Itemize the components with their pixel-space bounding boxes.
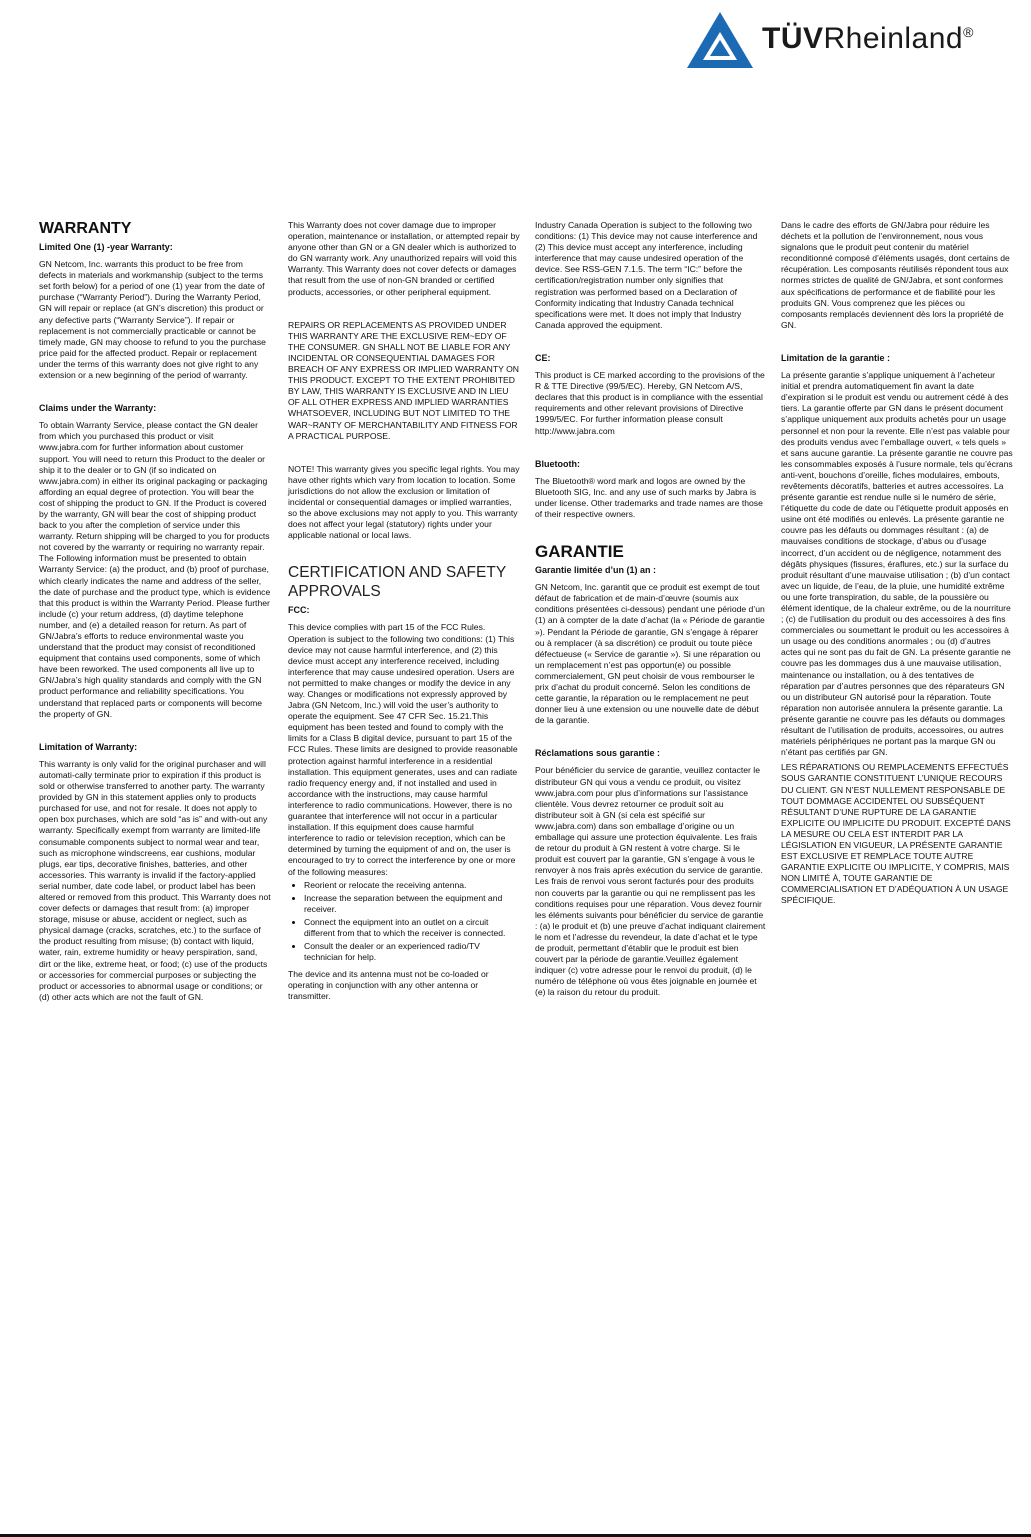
reclamations-title: Réclamations sous garantie : <box>535 748 661 759</box>
ce-paragraph: This product is CE marked according to the provisions of the R & TTE Directive (99/5/EC). Hereby, GN Netcom A/S, declares that this product is in compliance with the essential requirements and other relevant provisions of Directive 1999/5/EC. For further information please consult http://www.jabra.com <box>535 370 765 436</box>
warranty-exclusions-paragraph: This Warranty does not cover damage due to improper operation, maintenance or installation, or attempted repair by anyone other than GN or a GN dealer which is authorized to do GN warranty work. Any unauthorized repairs will void this Warranty. This Warranty does not cover defects or damages that result from the use of non-GN branded or certified products, accessories, or other peripheral equipment. <box>288 220 520 297</box>
warranty-subtitle: Limited One (1) -year Warranty: <box>39 242 173 252</box>
warranty-caps-paragraph: REPAIRS OR REPLACEMENTS AS PROVIDED UNDER THIS WARRANTY ARE THE EXCLUSIVE REM~EDY OF THE CONSUMER. GN SHALL NOT BE LIABLE FOR ANY INCIDENTAL OR CONSEQUENTIAL DAMAGES FOR BREACH OF ANY EXPRESS OR IMPLIED WARRANTY ON THIS PRODUCT. EXCEPT TO THE EXTENT PROHIBITED BY LAW, THIS WARRANTY IS EXCLUSIVE AND IN LIEU OF ALL OTHER EXPRESS AND IMPLIED WARRANTIES WHATSOEVER, INCLUDING BUT NOT LIMITED TO THE WAR~RANTY OF MERCHANTABILITY AND FITNESS FOR A PRACTICAL PURPOSE. <box>288 319 519 441</box>
garantie-paragraph: GN Netcom, Inc. garantit que ce produit est exempt de tout défaut de fabrication et de main-d’œuvre (soumis aux conditions présentées ci-dessous) pendant une période d’un (1) an à compter de la date d’achat (la « Période de garantie »). Pendant la Période de garantie, GN s’engage à réparer ou à remplacer (à sa discrétion) ce produit ou toute pièce défectueuse (« Service de garantie »). Si une réparation ou un remplacement n’est pas opportun(e) ou possible commercialement, GN peut choisir de vous rembourser le prix d’achat du produit concerné. Selon les conditions de cette garantie, la réparation ou le remplacement ne peut donner lieu à une extension ou une nouvelle date de début de la garantie. <box>535 582 765 726</box>
list-item: • Consult the dealer or an experienced radio/TV technician for help. <box>304 941 520 963</box>
reclamations-paragraph: Pour bénéficier du service de garantie, veuillez contacter le distributeur GN qui vous a vendu ce produit, ou visitez www.jabra.com pour plus d’informations sur l’assistance clientèle. Vous devrez retourner ce produit soit au distributeur soit à GN (si cela est spécifié sur www.jabra.com) dans son emballage d’origine ou un emballage qui assure une protection équivalente. Les frais de retour du produit à GN restent à votre charge. Si le produit est couvert par la garantie, GN s’engage à vous le renvoyer à nos frais après exécution du service de garantie. Les frais de renvoi vous seront facturés pour des produits non couverts par la garantie ou qui ne remplissent pas les conditions requises pour une réparation. Vous devez fournir les éléments suivants pour bénéficier du service de garantie : (a) le produit et (b) une preuve d’achat indiquant clairement le nom et l’adresse du revendeur, la date d’achat et le type de produit, permettant d’établir que le produit est bien couvert par la période de garantie.Veuillez également indiquer (c) votre adresse pour le renvoi du produit, (d) le numéro de téléphone où vous êtes joignable en journée et (e) la raison du retour du produit. <box>535 765 766 998</box>
limitation-paragraph: This warranty is only valid for the original purchaser and will automati-cally terminate prior to expiration if this product is sold or otherwise transferred to another party. The warranty provided by GN in this statement applies only to products purchased for use, and not for resale. It does not apply to open box purchases, which are sold “as is” and with-out any warranty. Specifically exempt from warranty are limited-life consumable components subject to normal wear and tear, such as microphone windscreens, ear cushions, modular plugs, ear tips, decorative finishes, batteries, and other accessories. This warranty is invalid if the factory-applied serial number, date code label, or product label has been altered or removed from this product. This Warranty does not cover defects or damages that result from: (a) improper storage, misuse or abuse, accident or neglect, such as physical damage (cracks, scratches, etc.) to the surface of the product resulting from misuse; (b) contact with liquid, water, rain, extreme humidity or heavy perspiration, sand, dirt or the like, extreme heat, or food; (c) use of the products or accessories for commercial purposes or subjecting the product or accessories to abnormal usage or conditions; or (d) other acts which are not the fault of GN. <box>39 758 271 1002</box>
garantie-caps-paragraph: LES RÉPARATIONS OU REMPLACEMENTS EFFECTUÉS SOUS GARANTIE CONSTITUENT L’UNIQUE RECOURS DU CLIENT. GN N’EST NULLEMENT RESPONSABLE DE TOUT DOMMAGE ACCIDENTEL OU SUBSÉQUENT RÉSULTANT D’UNE RUPTURE DE LA GARANTIE EXPLICITE OU IMPLICITE DU PRODUIT. EXCEPTÉ DANS LA MESURE OU CELA EST INTERDIT PAR LA LÉGISLATION EN VIGUEUR, LA PRÉSENTE GARANTIE EST EXCLUSIVE ET REMPLACE TOUTE AUTRE GARANTIE EXPLICITE OU IMPLICITE, Y COMPRIS, MAIS NON LIMITÉ À, TOUTE GARANTIE DE COMMERCIALISATION ET D’ADÉQUATION À UN USAGE SPÉCIFIQUE. <box>781 762 1011 906</box>
column-2 <box>288 220 520 1013</box>
ce-title: CE: <box>535 352 551 363</box>
fcc-title: FCC: <box>288 605 310 616</box>
list-item: • Connect the equipment into an outlet on a circuit different from that to which the receiver is connected. <box>304 917 520 939</box>
cert-title: CERTIFICATION AND SAFETY APPROVALS <box>288 564 506 601</box>
bluetooth-title: Bluetooth: <box>535 458 580 469</box>
tuv-rheinland-logo <box>685 10 1015 72</box>
warranty-title: WARRANTY <box>39 220 132 237</box>
limitation-title: Limitation of Warranty: <box>39 741 138 752</box>
claims-paragraph: To obtain Warranty Service, please contact the GN dealer from which you purchased this product or visit www.jabra.com for further information about customer support. You will need to return this Product to the dealer or ship it to the dealer or to GN (if so indicated on www.jabra.com) in either its original packaging or packaging affording an equal degree of protection. You will bear the cost of shipping the product to GN. If the Product is covered by the warranty, GN will bear the cost of shipping product back to you after the completion of service under this warranty. Return shipping will be charged to you for products not covered by the warranty or requiring no warranty repair. The Following information must be presented to obtain Warranty Service: (a) the product, and (b) proof of purchase, which clearly indicates the name and address of the seller, the date of purchase and the product type, which is evidence that this product is within the Warranty Period. Please further include (c) your return address, (d) daytime telephone number, and (e) a detailed reason for return. As part of GN/Jabra’s efforts to reduce environmental waste you understand that the product may consist of reconditioned equipment that contains used components, some of which have been reworked. The used components all live up to GN/Jabra’s high quality standards and comply with the GN product performance and reliability specifications. You understand that replaced parts or components will become the property of GN. <box>39 420 271 719</box>
list-item: • Reorient or relocate the receiving antenna. <box>304 880 520 891</box>
garantie-subtitle: Garantie limitée d’un (1) an : <box>535 565 657 576</box>
recondition-paragraph: Dans le cadre des efforts de GN/Jabra pour réduire les déchets et la pollution de l’environnement, nous vous signalons que le produit peut contenir du matériel reconditionné composé d’éléments usagés, dont certains de récupération. Les composants réutilisés répondent tous aux normes strictes de qualité de GN/Jabra, et sont conformes aux spécifications de performance et de fiabilité pour les produits GN. Vous comprenez que les pièces ou composants remplacés deviennent dès lors la propriété de GN. <box>781 220 1010 330</box>
logo-wordmark: TÜVRheinland® <box>762 22 974 55</box>
column-3 <box>535 220 767 1008</box>
column-4 <box>781 220 1013 917</box>
garantie-title: GARANTIE <box>535 542 624 562</box>
tuv-triangle-icon <box>685 10 755 70</box>
fcc-measures-list <box>288 880 520 964</box>
list-item: • Increase the separation between the equipment and receiver. <box>304 893 520 915</box>
antenna-paragraph: The device and its antenna must not be co-loaded or operating in conjunction with any other antenna or transmitter. <box>288 969 489 1002</box>
limitation-garantie-title: Limitation de la garantie : <box>781 352 891 363</box>
column-1 <box>39 220 271 1013</box>
fcc-paragraph: This device complies with part 15 of the FCC Rules. Operation is subject to the following two conditions: (1) This device may not cause harmful interference, and (2) this device must accept any interference received, including interference that may cause undesired operation. Users are not permitted to make changes or modify the device in any way. Changes or modifications not expressly approved by Jabra (GN Netcom, Inc.) will void the user’s authority to operate the equipment. See 47 CFR Sec. 15.21.This equipment has been tested and found to comply with the limits for a Class B digital device, pursuant to part 15 of the FCC Rules. These limits are designed to provide reasonable protection against harmful interference in a residential installation. This equipment generates, uses and can radiate radio frequency energy and, if not installed and used in accordance with the instructions, may cause harmful interference to radio communications. However, there is no guarantee that interference will not occur in a particular installation. If this equipment does cause harmful interference to radio or television reception, which can be determined by turning the equipment of and on, the user is encouraged to try to correct the interference by one or more of the following measures: <box>288 622 518 877</box>
industry-canada-paragraph: Industry Canada Operation is subject to the following two conditions: (1) This device may not cause interference and (2) This device must accept any interference, including interference that may cause undesired operation of the device. See RSS-GEN 7.1.5. The term “IC:” before the certification/registration number only signifies that registration was performed based on a Declaration of Conformity indicating that Industry Canada technical specifications were met. It does not imply that Industry Canada approved the equipment. <box>535 220 758 330</box>
note-paragraph: NOTE! This warranty gives you specific legal rights. You may have other rights which vary from location to location. Some jurisdictions do not allow the exclusion or limitation of incidental or consequential damages or implied warranties, so the above exclusions may not apply to you. This warranty does not affect your legal (statutory) rights under your applicable national or local laws. <box>288 463 520 541</box>
claims-title: Claims under the Warranty: <box>39 403 157 414</box>
bluetooth-paragraph: The Bluetooth® word mark and logos are owned by the Bluetooth SIG, Inc. and any use of such marks by Jabra is under license. Other trademarks and trade names are those of their respective owners. <box>535 475 763 519</box>
limitation-garantie-paragraph: La présente garantie s’applique uniquement à l’acheteur initial et prendra automatiquement fin avant la date d’expiration si le produit est vendu ou autrement cédé à des tiers. La garantie offerte par GN dans le présent document s’applique uniquement aux produits achetés pour un usage personnel et non pour la revente. Elle n’est pas valable pour des produits vendus avec l’emballage ouvert, « tels quels » et sans aucune garantie. La présente garantie ne couvre pas les consommables exposés à l’usure normale, tels qu’écrans anti-vent, bouchons d’oreille, fiches modulaires, embouts, revêtements décoratifs, batteries et autres accessoires. La présente garantie est rendue nulle si le numéro de série, l’étiquette du code de date ou l’étiquette produit apposés en usine ont été modifiés ou enlevés. La présente garantie ne couvre pas les défauts ou dommages résultant : (a) de mauvaises conditions de stockage, d’abus ou d’usage incorrect, d’un accident ou de négligence, notamment des dégâts physiques (fissures, éraflures, etc.) sur la surface du produit résultant d’une mauvaise utilisation ; (b) d’un contact avec un liquide, de l’eau, de la pluie, une humidité extrême ou une forte transpiration, du sable, de la poussière ou élément identique, de la chaleur extrême, ou de la nourriture ; (c) de l’utilisation du produit ou des accessoires à des fins commerciales ou soumettant le produit ou les accessoires à un usage ou des conditions anormales ; ou (d) d’autres actes qui ne sont pas du fait de GN. La présente garantie ne couvre pas les dommages dus à une mauvaise utilisation, maintenance ou installation, ou à des tentatives de réparation par d’autres personnes que des réparateurs GN ou un distributeur GN autorisé pour la réparation. Toute réparation non autorisée annulera la présente garantie. La présente garantie ne couvre pas les défauts ou dommages résultant de l’utilisation de produits, accessoires, ou autres matériels périphériques ne portant pas la marque GN ou n’étant pas certifiés par GN. <box>781 370 1013 758</box>
warranty-paragraph: GN Netcom, Inc. warrants this product to be free from defects in materials and workmanship (subject to the terms set forth below) for a period of one (1) year from the date of purchase (“Warranty Period”). During the Warranty Period, GN will repair or replace (at GN’s discretion) this product or any defective parts (“Warranty Service”). If repair or replacement is not commercially practicable or cannot be timely made, GN may choose to refund to you the purchase price paid for the affected product. Repair or replacement under the terms of this warranty does not give right to any extension or a new beginning of the period of warranty. <box>39 259 266 381</box>
